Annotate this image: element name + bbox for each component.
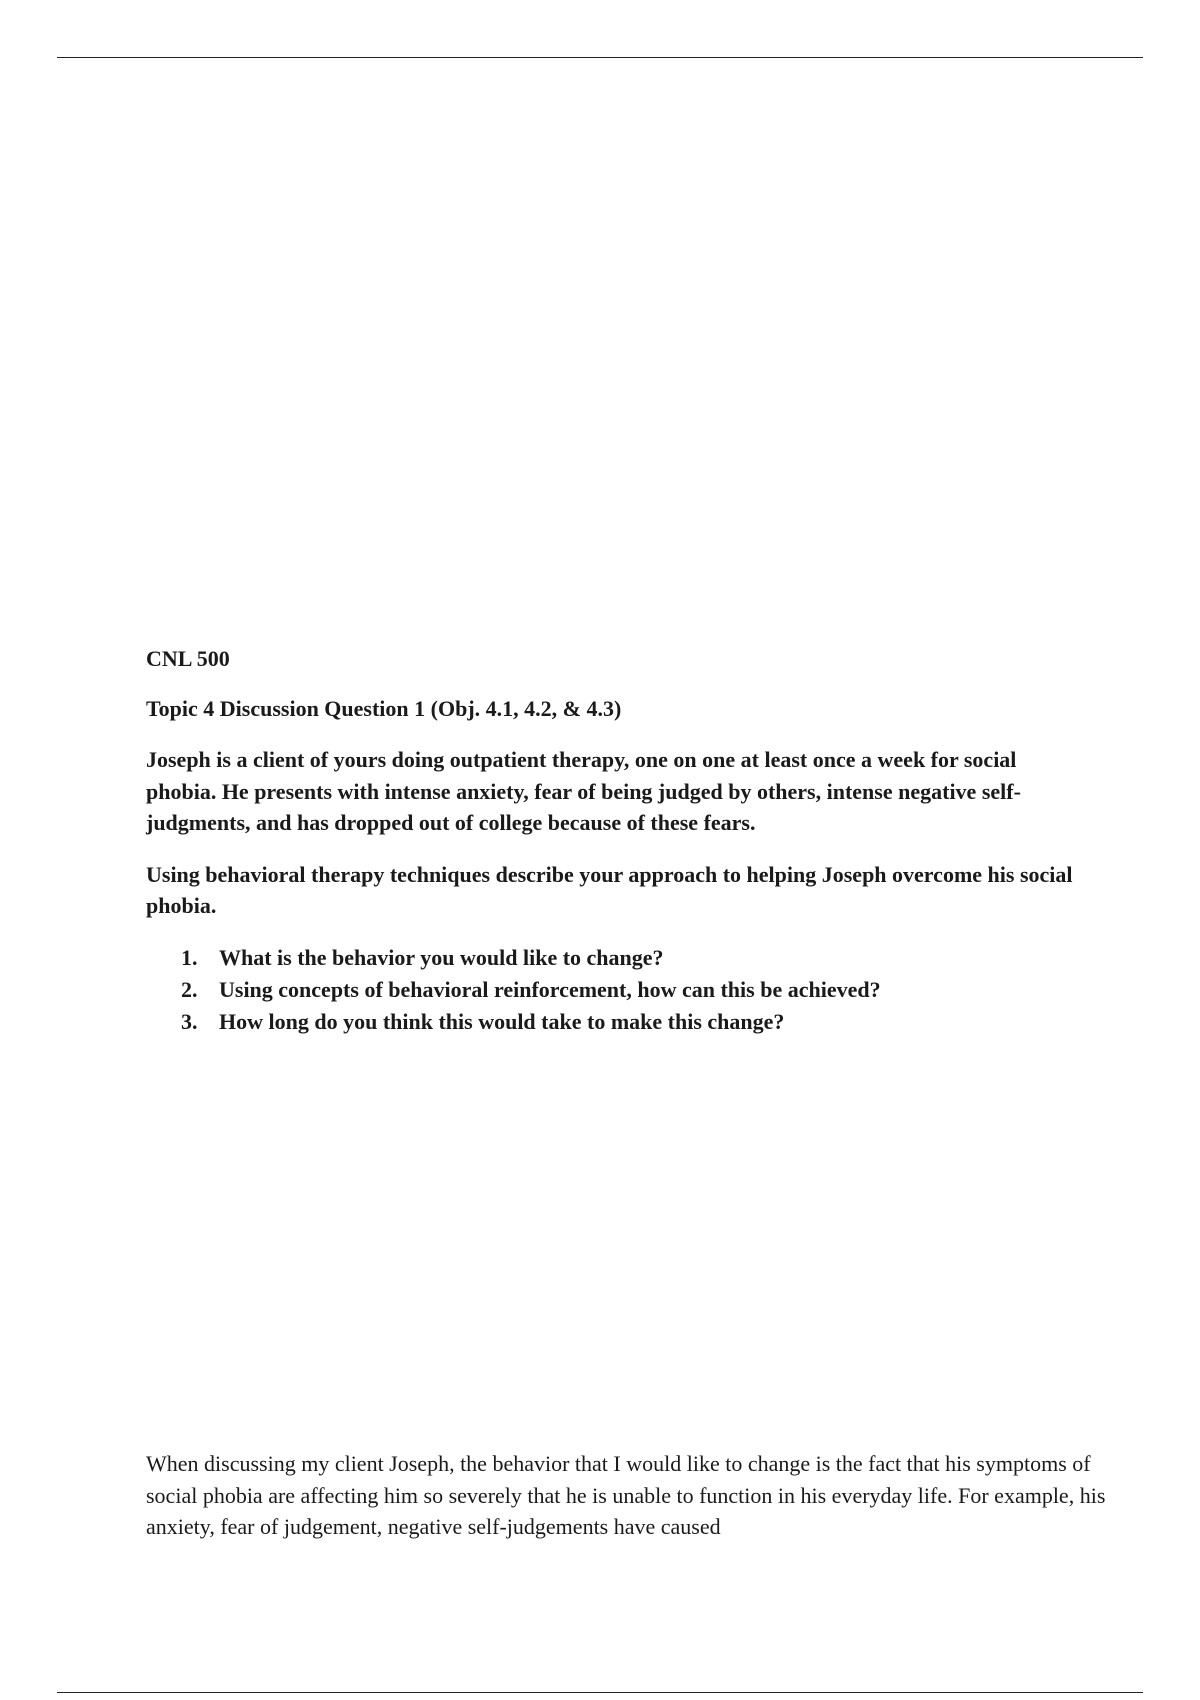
- question-number: 2.: [181, 976, 198, 1002]
- question-text: What is the behavior you would like to change?: [219, 944, 664, 970]
- question-number: 1.: [181, 944, 198, 970]
- page-top-rule: [57, 57, 1143, 58]
- question-text: How long do you think this would take to make this change?: [219, 1008, 785, 1034]
- answer-paragraph: When discussing my client Joseph, the behavior that I would like to change is the fact that his symptoms of social phobia are affecting him so severely that he is unable to function in his everyday life. For example, his anxiety, fear of judgement, negative self-judgements have caused: [146, 1451, 1106, 1539]
- question-item: [181, 1006, 1086, 1038]
- question-item: [181, 942, 1086, 974]
- question-item: [181, 974, 1086, 1006]
- course-code: CNL 500: [146, 646, 230, 671]
- question-list: [146, 942, 1086, 1038]
- question-text: Using concepts of behavioral reinforcement, how can this be achieved?: [219, 976, 881, 1002]
- question-section: [146, 644, 1086, 1038]
- page-bottom-rule: [57, 1692, 1143, 1693]
- prompt-paragraph: Using behavioral therapy techniques describe your approach to helping Joseph overcome his social phobia.: [146, 861, 1073, 918]
- scenario-paragraph: Joseph is a client of yours doing outpatient therapy, one on one at least once a week for social phobia. He presents with intense anxiety, fear of being judged by others, intense negative self-judgments, and has dropped out of college because of these fears.: [146, 747, 1021, 835]
- topic-title: Topic 4 Discussion Question 1 (Obj. 4.1, 4.2, & 4.3): [146, 696, 622, 721]
- question-number: 3.: [181, 1008, 198, 1034]
